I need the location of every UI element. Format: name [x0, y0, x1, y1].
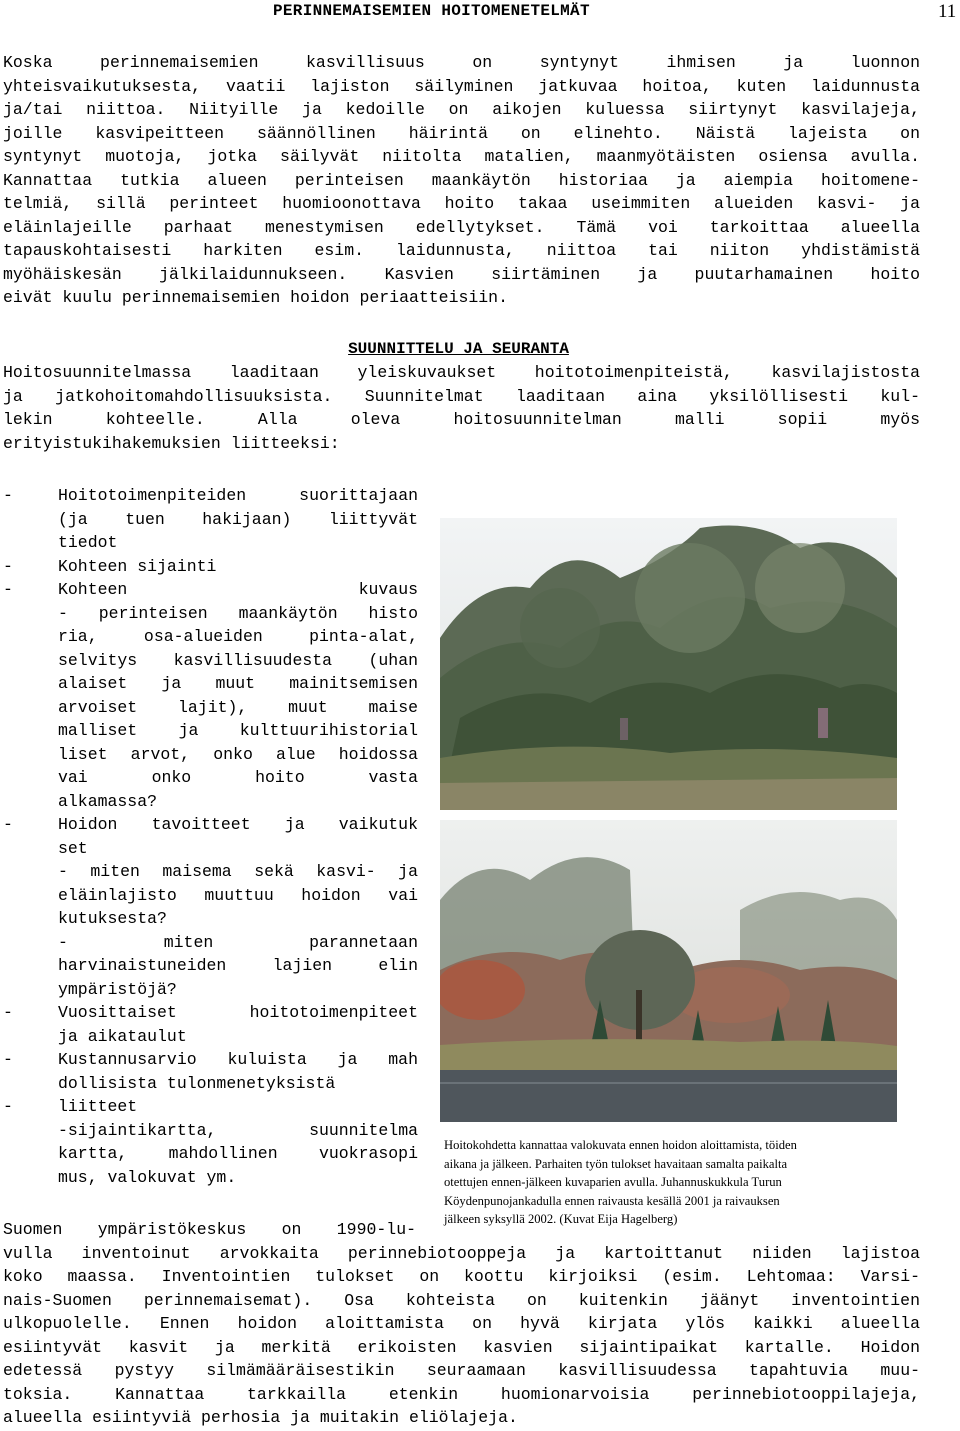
list-dash: -	[3, 486, 13, 505]
list-dash: -	[3, 1097, 13, 1116]
list-item	[3, 484, 418, 555]
text-line: eläinlajisto muuttuu hoidon vai	[58, 885, 418, 905]
text-line: ympäristöjä?	[58, 979, 177, 999]
list-item	[3, 1095, 418, 1189]
text-line: malliset ja kulttuurihistorial	[58, 721, 418, 740]
text-line: Kohteen sijainti	[58, 556, 217, 576]
text-line: alaiset ja muut mainitsemisen	[58, 674, 418, 693]
text-line: ja aikataulut	[58, 1026, 187, 1046]
caption-line: jälkeen syksyllä 2002. (Kuvat Eija Hagelberg)	[444, 1212, 678, 1227]
text-line: Hoidon tavoitteet ja vaikutuk	[58, 815, 418, 834]
section-heading: SUUNNITTELU JA SEURANTA	[348, 340, 569, 358]
text-line: Kustannusarvio kuluista ja mah	[58, 1050, 418, 1069]
text-line: vulla inventoinut arvokkaita perinnebiotooppeja ja kartoittanut niiden lajistoa	[3, 1243, 920, 1263]
text-line: liset arvot, onko alue hoidossa	[58, 744, 418, 764]
text-line: alueella esiintyviä perhosia ja muitakin eliölajeja.	[3, 1408, 518, 1427]
text-line: alkamassa?	[58, 791, 158, 811]
text-line: eläinlajeille parhaat menestymisen edellytykset. Tämä voi tarkoittaa alueella	[3, 217, 920, 237]
list-item	[3, 555, 418, 579]
text-line: lekin kohteelle. Alla oleva hoitosuunnitelman malli sopii myös	[3, 410, 920, 429]
text-line: arvoiset lajit), muut maise	[58, 697, 418, 717]
photo-caption	[444, 1136, 894, 1229]
page-number: 11	[938, 1, 957, 22]
text-line: edetessä pystyy silmämääräisestikin seuraamaan kasvillisuudessa tapahtuvia muu-	[3, 1361, 920, 1380]
page-header-title: PERINNEMAISEMIEN HOITOMENETELMÄT	[273, 2, 590, 20]
text-line: -sijaintikartta, suunnitelma	[58, 1120, 418, 1140]
text-line: nais-Suomen perinnemaisemat). Osa kohteista on kuitenkin jäänyt inventointien	[3, 1290, 920, 1310]
list-item	[3, 578, 418, 813]
list-dash: -	[3, 1003, 13, 1022]
text-line: ulkopuolelle. Ennen hoidon aloittamista on hyvä kirjata ylös kaikki alueella	[3, 1314, 920, 1333]
list-dash: -	[3, 815, 13, 834]
text-line: liitteet	[58, 1097, 138, 1116]
list-dash: -	[3, 556, 13, 576]
list-item	[3, 1048, 418, 1095]
text-line: kartta, mahdollinen vuokrasopi	[58, 1144, 418, 1163]
text-line: Hoitosuunnitelmassa laaditaan yleiskuvaukset hoitotoimenpiteistä, kasvilajistosta	[3, 363, 920, 382]
list-dash: -	[3, 1050, 13, 1069]
caption-line: Köydenpunojankadulla ennen raivausta kesällä 2001 ja raivauksen	[444, 1193, 780, 1208]
list-item	[3, 1001, 418, 1048]
text-line: selvitys kasvillisuudesta (uhan	[58, 650, 418, 670]
text-line: telmiä, sillä perinteet huomioonottava hoito takaa useimmiten alueiden kasvi- ja	[3, 194, 920, 213]
inventory-paragraph	[3, 1218, 920, 1430]
text-line: erityistukihakemuksien liitteeksi:	[3, 433, 340, 453]
photo-after-image	[440, 820, 897, 1122]
list-dash: -	[3, 580, 13, 599]
text-line: harvinaistuneiden lajien elin	[58, 956, 418, 975]
photo-before-clearing	[440, 518, 897, 810]
intro-paragraph	[3, 51, 920, 310]
text-line: yhteisvaikutuksesta, vaatii lajiston säilyminen jatkuvaa hoitoa, kuten laidunnusta	[3, 76, 920, 96]
text-line: (ja tuen hakijaan) liittyvät	[58, 509, 418, 529]
caption-line: aikana ja jälkeen. Parhaiten työn tulokset havaitaan samalta paikalta	[444, 1156, 788, 1171]
text-line: Vuosittaiset hoitotoimenpiteet	[58, 1003, 418, 1022]
text-line: myöhäiskesän jälkilaidunnukseen. Kasvien siirtäminen ja puutarhamainen hoito	[3, 264, 920, 284]
text-line: vai onko hoito vasta	[58, 768, 418, 787]
text-line: Koska perinnemaisemien kasvillisuus on syntynyt ihmisen ja luonnon	[3, 53, 920, 72]
planning-paragraph	[3, 361, 920, 455]
text-line: ja jatkohoitomahdollisuuksista. Suunnitelmat laaditaan aina yksilöllisesti kul-	[3, 386, 920, 406]
text-line: kutuksesta?	[58, 909, 167, 928]
caption-line: otettujen ennen-jälkeen kuvaparien avulla. Juhannuskukkula Turun	[444, 1175, 782, 1190]
text-line: - miten parannetaan	[58, 932, 418, 952]
photo-after-clearing	[440, 820, 897, 1122]
photo-before-image	[440, 518, 897, 810]
text-line: syntynyt muotoja, jotka säilyvät niitolta matalien, maanmyötäisten osiensa avulla.	[3, 147, 920, 166]
text-line: koko maassa. Inventointien tulokset on koottu kirjoiksi (esim. Lehtomaa: Varsi-	[3, 1267, 920, 1286]
plan-contents-list	[3, 484, 418, 1189]
text-line: esiintyvät kasvit ja merkitä erikoisten kasvien sijaintipaikat kartalle. Hoidon	[3, 1337, 920, 1357]
text-line: eivät kuulu perinnemaisemien hoidon periaatteisiin.	[3, 288, 508, 307]
text-line: Kohteen kuvaus	[58, 580, 418, 599]
text-line: mus, valokuvat ym.	[58, 1167, 237, 1187]
text-line: joille kasvipeitteen säännöllinen häirintä on elinehto. Näistä lajeista on	[3, 123, 920, 143]
text-line: Suomen ympäristökeskus on 1990-lu-	[3, 1220, 416, 1239]
text-line: - miten maisema sekä kasvi- ja	[58, 862, 418, 881]
text-line: set	[58, 838, 88, 858]
text-line: ja/tai niittoa. Niityille ja kedoille on aikojen kuluessa siirtynyt kasvilajeja,	[3, 100, 920, 119]
caption-line: Hoitokohdetta kannattaa valokuvata ennen hoidon aloittamista, töiden	[444, 1138, 797, 1152]
text-line: tapauskohtaisesti harkiten esim. laidunnusta, niittoa tai niiton yhdistämistä	[3, 241, 920, 260]
text-line: Hoitotoimenpiteiden suorittajaan	[58, 486, 418, 505]
text-line: toksia. Kannattaa tarkkailla etenkin huomionarvoisia perinnebiotooppilajeja,	[3, 1384, 920, 1404]
text-line: tiedot	[58, 533, 118, 552]
list-item	[3, 813, 418, 1001]
text-line: ria, osa-alueiden pinta-alat,	[58, 627, 418, 646]
text-line: Kannattaa tutkia alueen perinteisen maankäytön historiaa ja aiempia hoitomene-	[3, 170, 920, 190]
text-line: - perinteisen maankäytön histo	[58, 603, 418, 623]
text-line: dollisista tulonmenetyksistä	[58, 1073, 336, 1093]
